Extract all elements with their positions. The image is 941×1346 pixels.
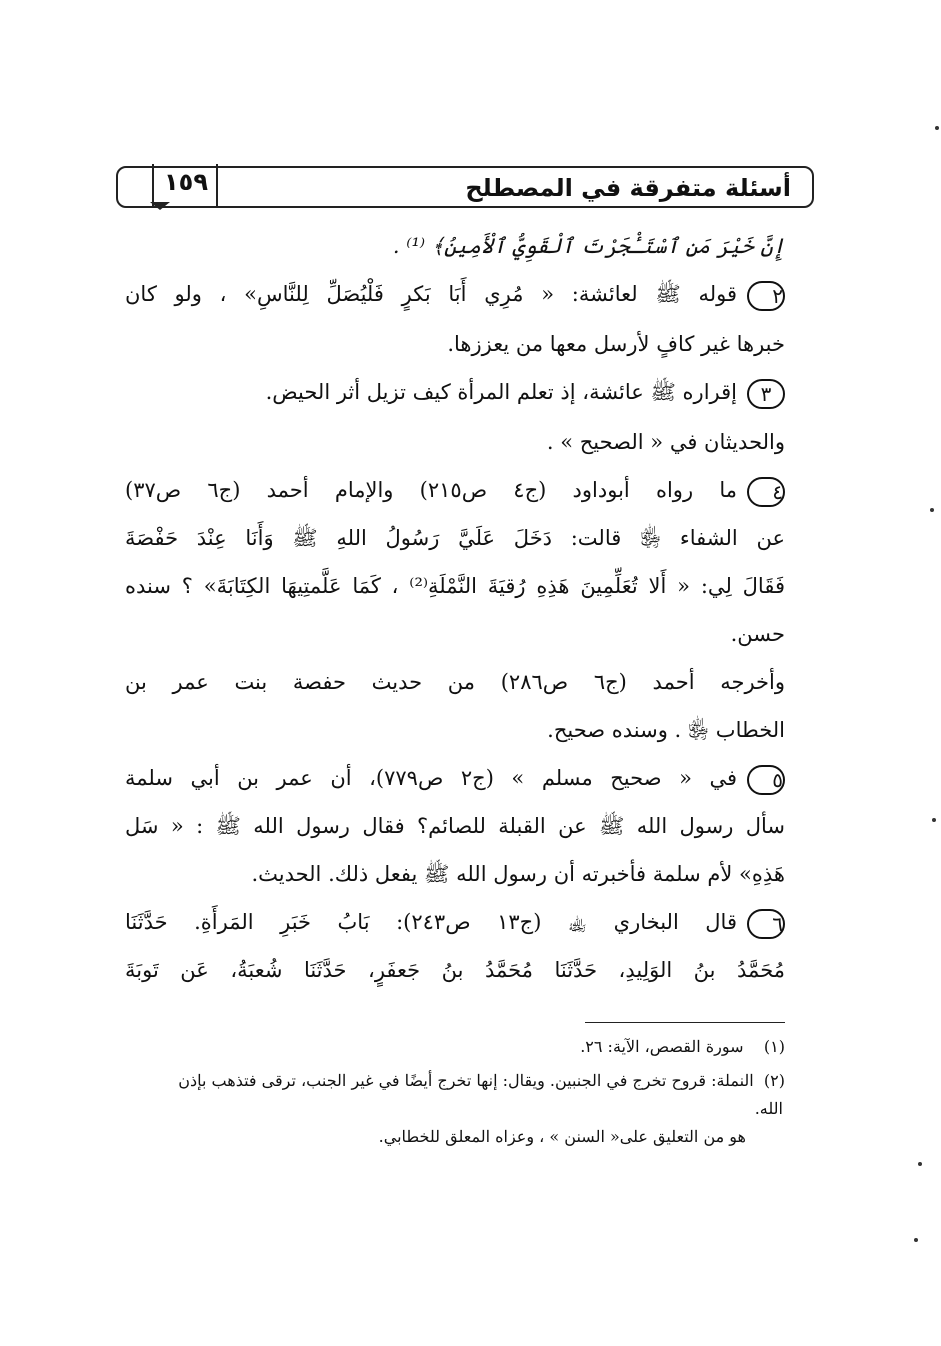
footnote-number: (١)	[763, 1037, 785, 1056]
scan-speck	[930, 508, 934, 512]
line-text: قوله ﷺ لعائشة: « مُرِي أَبَا بَكرٍ فَلْيُصَلِّ لِلنَّاسِ» ، ولو كان	[125, 282, 737, 306]
page-number: ١٥٩	[164, 168, 208, 196]
body-line-13: سأل رسول الله ﷺ عن القبلة للصائم؟ فقال رسول الله ﷺ : « سَل	[125, 814, 785, 838]
body-line-1: إِنَّ خَيْرَ مَنِ ٱسْتَـْٔجَرْتَ ٱلْقَوِيُّ ٱلْأَمِينُ﴾ ⁽¹⁾ .	[392, 234, 785, 258]
footnote-2	[125, 1068, 785, 1094]
line-text: إقراره ﷺ عائشة، إذ تعلم المرأة كيف تزيل أثر الحيض.	[265, 380, 737, 404]
item-number-circle: ٣	[747, 379, 785, 409]
body-line-14: هَذِهِ» لأم سلمة فأخبرته أن رسول الله ﷺ يفعل ذلك. الحديث.	[251, 862, 785, 886]
line-text: قال البخاري ﵀ (ج١٣ ص٢٤٣): بَابُ خَبَرِ المَرأَةِ. حَدَّثَنَا	[125, 910, 737, 934]
item-number-circle: ٥	[747, 765, 785, 795]
corner-ornament	[150, 202, 170, 210]
footnote-2-note: هو من التعليق على« السنن » ، وعزاه المعلق للخطابي.	[378, 1127, 746, 1146]
footnote-1	[125, 1034, 785, 1060]
scan-speck	[935, 126, 939, 130]
item-number-circle: ٦	[747, 909, 785, 939]
body-line-6	[125, 470, 785, 510]
footnote-text: سورة القصص، الآية: ٢٦.	[580, 1037, 744, 1056]
body-line-10: وأخرجه أحمد (ج٦ ص٢٨٦) من حديث حفصة بنت عمر بن	[125, 670, 785, 694]
line-text: في « صحيح مسلم » (ج٢ ص٧٧٩)، أن عمر بن أبي سلمة	[125, 766, 737, 790]
scan-speck	[932, 818, 936, 822]
body-line-5: والحديثان في « الصحيح » .	[546, 430, 785, 454]
scan-speck	[914, 1238, 918, 1242]
footnote-rule	[585, 1022, 785, 1023]
item-number-circle: ٤	[747, 477, 785, 507]
body-line-15	[125, 902, 785, 942]
body-line-9: حسن.	[730, 622, 785, 646]
page-title: أسئلة متفرقة في المصطلح	[465, 174, 791, 202]
body-line-8: فَقَالَ لِي: « أَلا تُعَلِّمِينَ هَذِهِ رُقيَةَ النَّمْلَةِ⁽²⁾ ، كَمَا عَلَّمتِيهَا الكِتَابَةَ» ؟ سنده	[125, 574, 785, 598]
line-text: ما رواه أبوداود (ج٤ ص٢١٥) والإمام أحمد (ج٦ ص٣٧)	[125, 478, 737, 502]
item-number-circle: ٢	[747, 281, 785, 311]
body-line-12	[125, 758, 785, 798]
body-line-16: مُحَمَّدُ بنُ الوَلِيدِ، حَدَّثَنَا مُحَمَّدُ بنُ جَعفَرٍ، حَدَّثَنَا شُعبَةُ، عَن تَوبَةَ	[125, 958, 785, 982]
body-line-11: الخطاب ﵂ . وسنده صحيح.	[547, 718, 785, 742]
footnote-text: النملة: قروح تخرج في الجنبين. ويقال: إنها تخرج أيضًا في غير الجنب، ترقى فتذهب بإذن	[178, 1071, 754, 1090]
footnote-number: (٢)	[763, 1071, 785, 1090]
body-line-4	[125, 372, 785, 412]
body-line-7: عن الشفاء ﵂ قالت: دَخَلَ عَلَيَّ رَسُولُ اللهِ ﷺ وَأَنَا عِنْدَ حَفْصَةَ	[125, 526, 785, 550]
body-line-2	[125, 274, 785, 314]
body-line-3: خبرها غير كافٍ لأرسل معها من يعززها.	[447, 332, 785, 356]
scan-speck	[918, 1162, 922, 1166]
footnote-2-continued: الله.	[754, 1099, 783, 1118]
